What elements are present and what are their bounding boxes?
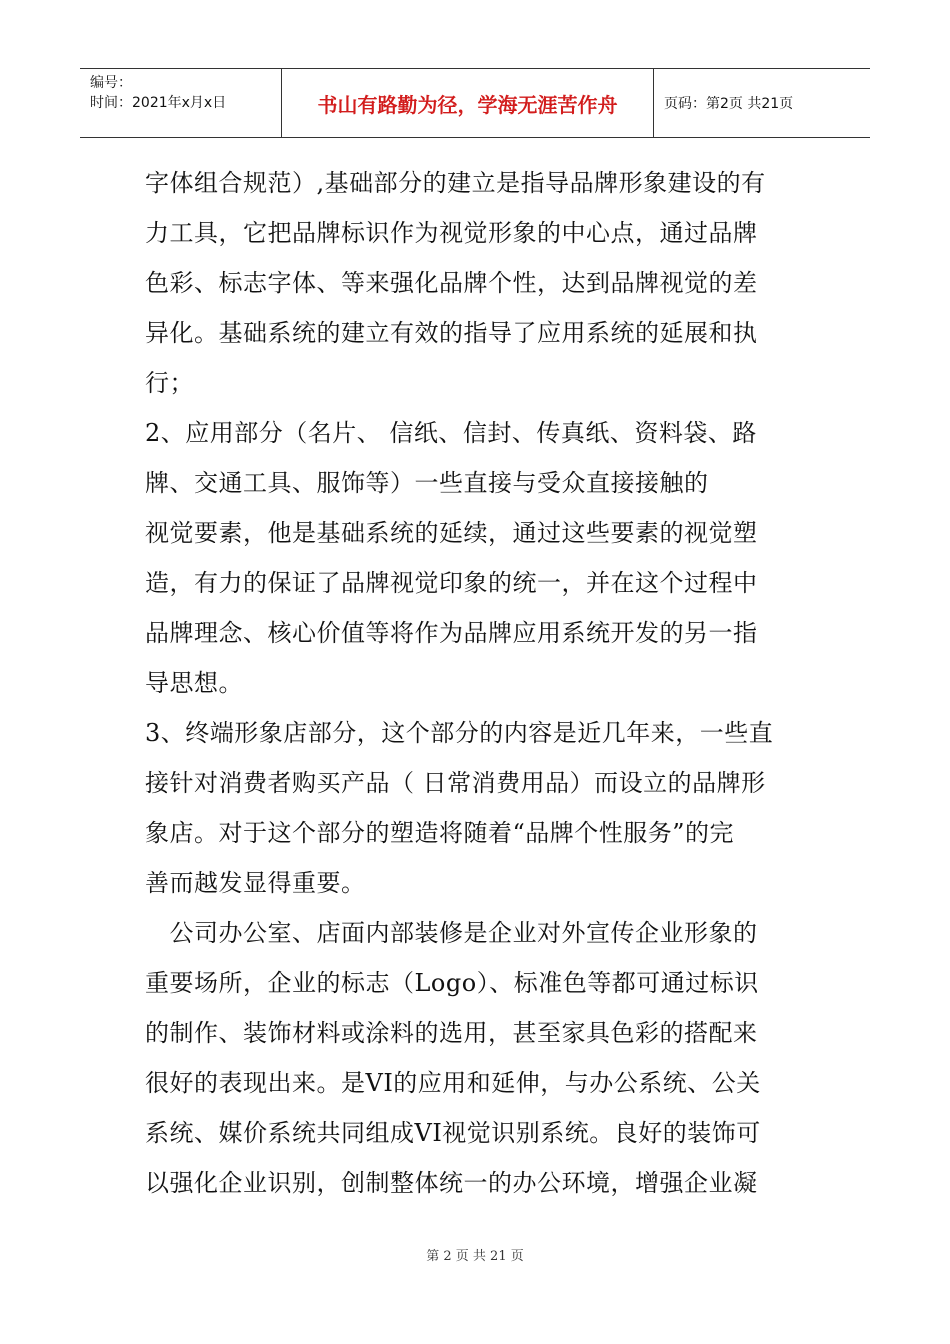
body-line: 重要场所，企业的标志（Logo）、标准色等都可通过标识 [145, 969, 759, 997]
body-line: 象店。对于这个部分的塑造将随着“品牌个性服务”的完 [145, 819, 735, 847]
body-line: 色彩、标志字体、等来强化品牌个性，达到品牌视觉的差 [145, 269, 758, 297]
body-line: 系统、媒价系统共同组成VI视觉识别系统。良好的装饰可 [145, 1119, 761, 1147]
body-line: 导思想。 [145, 669, 243, 697]
body-line: 异化。基础系统的建立有效的指导了应用系统的延展和执 [145, 319, 758, 347]
body-line: 行； [145, 369, 194, 397]
page-footer: 第 2 页 共 21 页 [426, 1249, 524, 1264]
header-meta [80, 69, 282, 137]
document-body [145, 158, 805, 1208]
header-page-info: 页码：第2页 共21页 [664, 96, 794, 112]
body-line: 品牌理念、核心价值等将作为品牌应用系统开发的另一指 [145, 619, 758, 647]
body-line: 视觉要素，他是基础系统的延续，通过这些要素的视觉塑 [145, 519, 758, 547]
body-line: 造，有力的保证了品牌视觉印象的统一，并在这个过程中 [145, 569, 758, 597]
page-header [80, 68, 870, 138]
document-number-label: 编号： [90, 75, 132, 91]
body-line: 力工具，它把品牌标识作为视觉形象的中心点，通过品牌 [145, 219, 758, 247]
body-line: 善而越发显得重要。 [145, 869, 366, 897]
document-time-label: 时间：2021年x月x日 [90, 95, 227, 111]
body-line: 3、终端形象店部分，这个部分的内容是近几年来，一些直 [145, 719, 774, 747]
body-line: 公司办公室、店面内部装修是企业对外宣传企业形象的 [145, 919, 758, 947]
body-line: 2、应用部分（名片、 信纸、信封、传真纸、资料袋、路 [145, 419, 757, 447]
body-line: 的制作、装饰材料或涂料的选用，甚至家具色彩的搭配来 [145, 1019, 758, 1047]
body-line: 字体组合规范）,基础部分的建立是指导品牌形象建设的有 [145, 169, 766, 197]
body-line: 很好的表现出来。是VI的应用和延伸，与办公系统、公关 [145, 1069, 761, 1097]
body-line: 以强化企业识别，创制整体统一的办公环境，增强企业凝 [145, 1169, 758, 1197]
body-line: 牌、交通工具、服饰等）一些直接与受众直接接触的 [145, 469, 709, 497]
header-motto: 书山有路勤为径，学海无涯苦作舟 [282, 69, 654, 137]
body-line: 接针对消费者购买产品（ 日常消费用品）而设立的品牌形 [145, 769, 766, 797]
